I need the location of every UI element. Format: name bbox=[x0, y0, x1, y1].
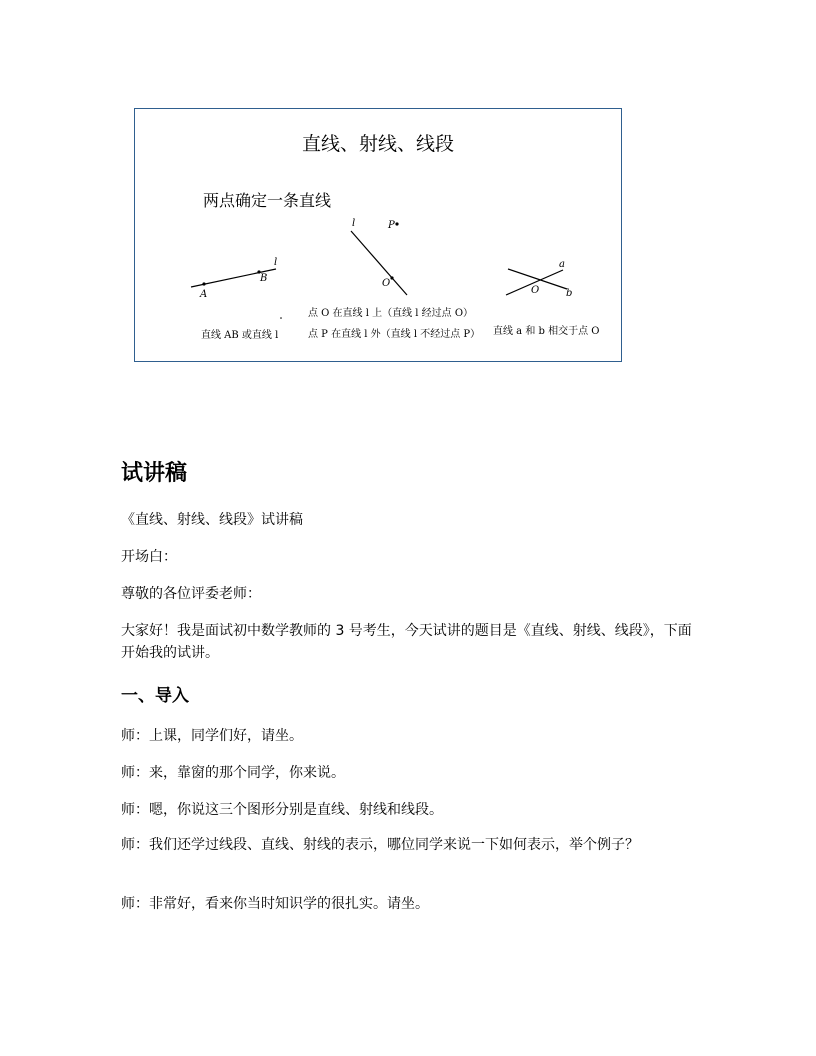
figure-diagrams bbox=[135, 109, 623, 363]
label-a: a bbox=[559, 259, 565, 270]
document-heading: 试讲稿 bbox=[121, 461, 188, 486]
diagram-line-ab bbox=[191, 257, 282, 341]
figure-subtitle: 两点确定一条直线 bbox=[203, 191, 332, 210]
line-l bbox=[351, 231, 407, 295]
paragraph-teacher-3: 师：嗯，你说这三个图形分别是直线、射线和线段。 bbox=[121, 802, 443, 818]
paragraph-opening: 开场白： bbox=[121, 549, 177, 565]
figure-title: 直线、射线、线段 bbox=[301, 133, 454, 155]
paragraph-greeting: 尊敬的各位评委老师： bbox=[121, 586, 261, 602]
label-o: O bbox=[531, 285, 540, 296]
caption-diagram2-line2: 点 P 在直线 l 外（直线 l 不经过点 P） bbox=[308, 329, 481, 340]
label-b: B bbox=[260, 273, 268, 284]
label-l: l bbox=[352, 218, 356, 229]
paragraph-intro: 大家好！我是面试初中数学教师的 3 号考生，今天试讲的题目是《直线、射线、线段》，下面开始我的试讲。 bbox=[121, 623, 692, 661]
paragraph-teacher-2: 师：来，靠窗的那个同学，你来说。 bbox=[121, 765, 345, 781]
diagram-intersecting-lines bbox=[493, 259, 599, 337]
point-a bbox=[202, 282, 205, 285]
point-o bbox=[390, 276, 393, 279]
caption-diagram2-line1: 点 O 在直线 l 上（直线 l 经过点 O） bbox=[308, 308, 474, 319]
stray-dot bbox=[280, 317, 282, 319]
label-l: l bbox=[274, 257, 278, 268]
label-o: O bbox=[382, 278, 391, 289]
label-p: P bbox=[388, 220, 395, 231]
section-title: 一、导入 bbox=[121, 686, 189, 706]
caption-diagram3: 直线 a 和 b 相交于点 O bbox=[493, 326, 600, 337]
paragraph-teacher-4: 师：我们还学过线段、直线、射线的表示，哪位同学来说一下如何表示，举个例子？ bbox=[121, 837, 639, 853]
paragraph-title: 《直线、射线、线段》试讲稿 bbox=[121, 512, 303, 528]
diagram-point-line bbox=[308, 218, 480, 340]
paragraph-teacher-1: 师：上课，同学们好，请坐。 bbox=[121, 728, 303, 744]
point-p bbox=[395, 222, 398, 225]
label-b: b bbox=[566, 288, 573, 299]
label-a: A bbox=[200, 289, 208, 300]
caption-diagram1: 直线 AB 或直线 l bbox=[201, 330, 279, 341]
paragraph-teacher-5: 师：非常好，看来你当时知识学的很扎实。请坐。 bbox=[121, 896, 429, 912]
geometry-figure bbox=[134, 108, 622, 362]
